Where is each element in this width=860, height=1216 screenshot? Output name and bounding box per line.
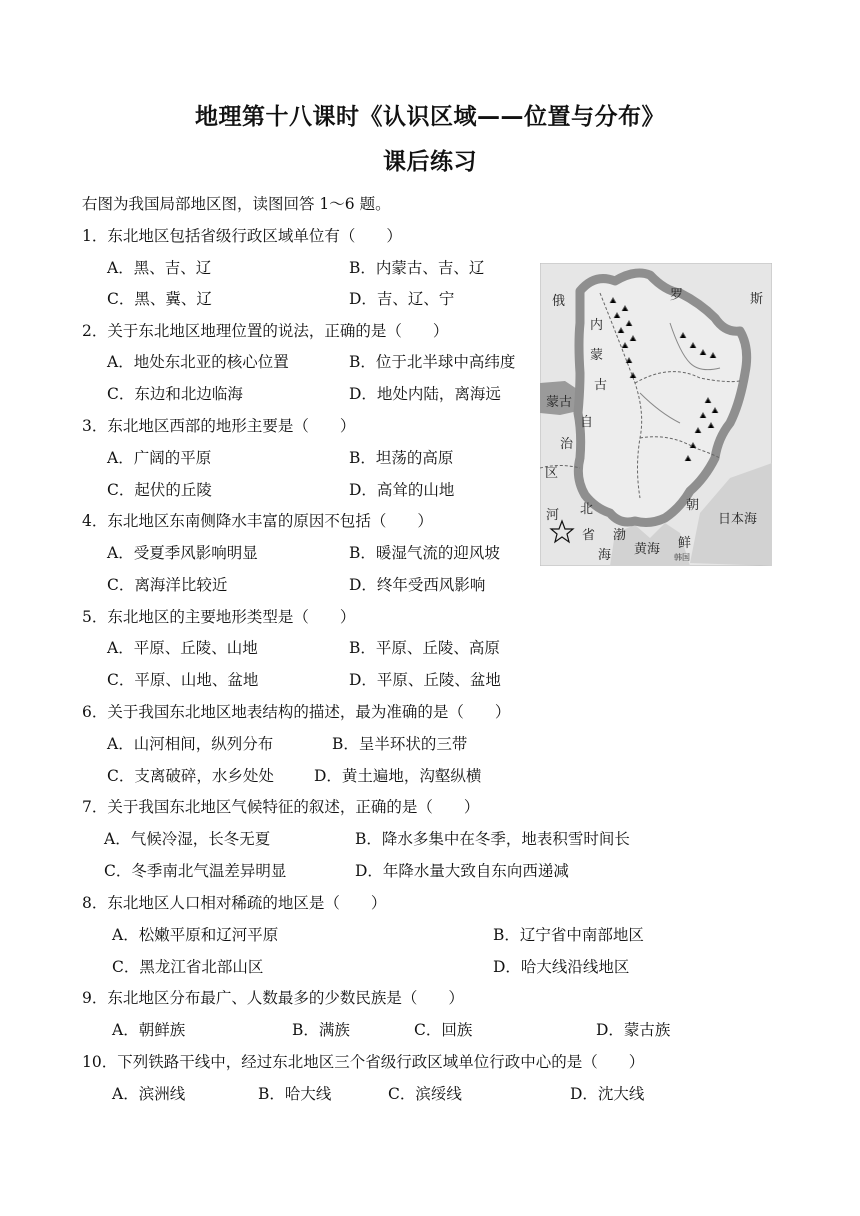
page-subtitle: 课后练习 bbox=[383, 149, 477, 175]
question-5-option-d[interactable]: D．平原、丘陵、盆地 bbox=[349, 671, 501, 689]
question-3-option-b[interactable]: B．坦荡的高原 bbox=[349, 449, 454, 467]
page-title: 地理第十八课时《认识区域——位置与分布》 bbox=[195, 104, 665, 130]
question-9-option-b[interactable]: B．满族 bbox=[292, 1021, 350, 1039]
question-3-option-a[interactable]: A．广阔的平原 bbox=[107, 449, 212, 467]
question-2-option-b[interactable]: B．位于北半球中高纬度 bbox=[349, 353, 516, 371]
question-8-option-b[interactable]: B．辽宁省中南部地区 bbox=[493, 926, 644, 944]
label-chao: 朝 bbox=[686, 498, 700, 513]
question-4-option-a[interactable]: A．受夏季风影响明显 bbox=[107, 544, 258, 562]
question-2-option-d[interactable]: D．地处内陆，离海远 bbox=[349, 385, 501, 403]
question-9-option-d[interactable]: D．蒙古族 bbox=[596, 1021, 671, 1039]
question-8-option-c[interactable]: C．黑龙江省北部山区 bbox=[112, 958, 264, 976]
question-10-option-d[interactable]: D．沈大线 bbox=[570, 1085, 645, 1103]
question-4-option-b[interactable]: B．暖湿气流的迎风坡 bbox=[349, 544, 500, 562]
label-nei: 内 bbox=[590, 318, 604, 333]
northeast-china-map bbox=[540, 263, 772, 566]
label-xian: 鲜 bbox=[678, 536, 692, 551]
question-2-stem: 2．关于东北地区地理位置的说法，正确的是（ ） bbox=[82, 322, 449, 340]
question-6-option-a[interactable]: A．山河相间，纵列分布 bbox=[107, 735, 274, 753]
label-e: 俄 bbox=[552, 294, 566, 309]
question-10-option-a[interactable]: A．滨洲线 bbox=[112, 1085, 186, 1103]
question-1-stem: 1．东北地区包括省级行政区域单位有（ ） bbox=[82, 227, 402, 245]
map-svg bbox=[540, 263, 772, 566]
intro-text: 右图为我国局部地区图，读图回答 1～6 题。 bbox=[82, 195, 391, 213]
question-8-stem: 8．东北地区人口相对稀疏的地区是（ ） bbox=[82, 894, 387, 912]
question-7-option-a[interactable]: A．气候冷湿，长冬无夏 bbox=[104, 830, 271, 848]
question-3-option-d[interactable]: D．高耸的山地 bbox=[349, 481, 455, 499]
question-7-stem: 7．关于我国东北地区气候特征的叙述，正确的是（ ） bbox=[82, 798, 480, 816]
question-5-option-b[interactable]: B．平原、丘陵、高原 bbox=[349, 639, 500, 657]
label-zhi: 治 bbox=[560, 437, 574, 452]
question-6-option-c[interactable]: C．支离破碎，水乡处处 bbox=[107, 767, 274, 785]
label-sheng: 省 bbox=[582, 528, 596, 543]
question-3-option-c[interactable]: C．起伏的丘陵 bbox=[107, 481, 212, 499]
question-7-option-c[interactable]: C．冬季南北气温差异明显 bbox=[104, 862, 287, 880]
question-10-option-b[interactable]: B．哈大线 bbox=[258, 1085, 332, 1103]
label-huanghai: 黄海 bbox=[634, 542, 661, 557]
question-4-option-d[interactable]: D．终年受西风影响 bbox=[349, 576, 486, 594]
label-he: 河 bbox=[546, 508, 560, 523]
question-3-stem: 3．东北地区西部的地形主要是（ ） bbox=[82, 417, 356, 435]
question-2-option-a[interactable]: A．地处东北亚的核心位置 bbox=[107, 353, 289, 371]
label-hai: 海 bbox=[598, 548, 612, 563]
label-luo: 罗 bbox=[670, 288, 684, 303]
question-7-option-d[interactable]: D．年降水量大致自东向西递减 bbox=[355, 862, 569, 880]
question-4-option-c[interactable]: C．离海洋比较近 bbox=[107, 576, 228, 594]
question-6-option-b[interactable]: B．呈半环状的三带 bbox=[332, 735, 468, 753]
label-bei: 北 bbox=[580, 502, 594, 517]
question-1-option-b[interactable]: B．内蒙古、吉、辽 bbox=[349, 259, 485, 277]
label-hanguo: 韩国 bbox=[674, 553, 690, 562]
question-6-stem: 6．关于我国东北地区地表结构的描述，最为准确的是（ ） bbox=[82, 703, 511, 721]
label-menggu: 蒙古 bbox=[546, 395, 573, 410]
question-10-option-c[interactable]: C．滨绥线 bbox=[388, 1085, 462, 1103]
label-ribenhai: 日本海 bbox=[718, 512, 758, 527]
question-2-option-c[interactable]: C．东边和北边临海 bbox=[107, 385, 243, 403]
question-5-option-c[interactable]: C．平原、山地、盆地 bbox=[107, 671, 259, 689]
question-9-option-a[interactable]: A．朝鲜族 bbox=[112, 1021, 186, 1039]
label-gu: 古 bbox=[594, 378, 608, 393]
question-10-stem: 10．下列铁路干线中，经过东北地区三个省级行政区域单位行政中心的是（ ） bbox=[82, 1053, 645, 1071]
question-5-stem: 5．东北地区的主要地形类型是（ ） bbox=[82, 608, 356, 626]
question-4-stem: 4．东北地区东南侧降水丰富的原因不包括（ ） bbox=[82, 512, 433, 530]
question-1-option-c[interactable]: C．黑、冀、辽 bbox=[107, 290, 212, 308]
question-9-stem: 9．东北地区分布最广、人数最多的少数民族是（ ） bbox=[82, 989, 464, 1007]
label-qu: 区 bbox=[545, 466, 559, 481]
question-9-option-c[interactable]: C．回族 bbox=[414, 1021, 473, 1039]
question-1-option-d[interactable]: D．吉、辽、宁 bbox=[349, 290, 455, 308]
label-si: 斯 bbox=[750, 292, 764, 307]
question-6-option-d[interactable]: D．黄土遍地，沟壑纵横 bbox=[314, 767, 482, 785]
label-zi: 自 bbox=[580, 415, 594, 430]
question-5-option-a[interactable]: A．平原、丘陵、山地 bbox=[107, 639, 258, 657]
label-bo: 渤 bbox=[613, 528, 627, 543]
question-8-option-a[interactable]: A．松嫩平原和辽河平原 bbox=[112, 926, 279, 944]
question-1-option-a[interactable]: A．黑、吉、辽 bbox=[107, 259, 212, 277]
label-meng: 蒙 bbox=[590, 348, 604, 363]
question-8-option-d[interactable]: D．哈大线沿线地区 bbox=[493, 958, 630, 976]
question-7-option-b[interactable]: B．降水多集中在冬季，地表积雪时间长 bbox=[355, 830, 630, 848]
